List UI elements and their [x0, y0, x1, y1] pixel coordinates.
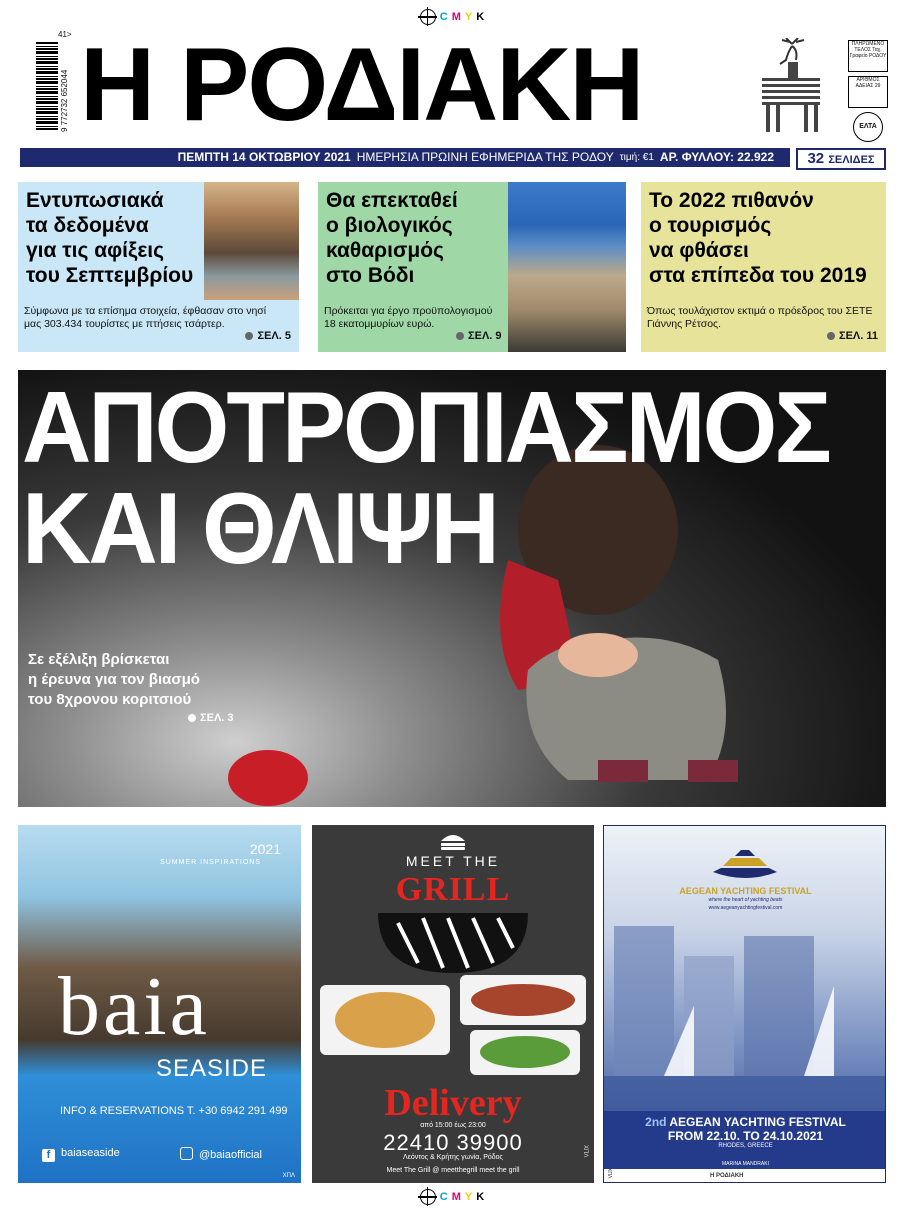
- page-count-badge: [796, 148, 886, 170]
- ad-hours: από 15:00 έως 23:00: [420, 1122, 486, 1129]
- title-line: στα επίπεδα του 2019: [649, 264, 867, 287]
- title-line: του Σεπτεμβρίου: [26, 264, 194, 287]
- ad-tag: ΧΠΛ: [582, 1145, 588, 1158]
- desc-line: Σύμφωνα με τα επίσημα στοιχεία, έφθασαν στο νησί: [24, 305, 267, 317]
- teaser-page-ref: [827, 330, 878, 342]
- festival-place: RHODES, GREECE: [718, 1143, 773, 1149]
- title-line: Το 2022 πιθανόν: [649, 189, 814, 212]
- bullet-icon: [827, 332, 835, 340]
- ship-logo-icon: [709, 846, 781, 884]
- barcode: [36, 42, 58, 130]
- title-line: καθαρισμός: [326, 239, 444, 262]
- headline-line: ΚΑΙ ΘΛΙΨΗ: [22, 472, 497, 585]
- sponsor-rodiaki: Η ΡΟΔΙΑΚΗ: [710, 1173, 744, 1179]
- festival-num: 2nd: [645, 1115, 667, 1129]
- desc-line: 18 εκατομμυρίων ευρώ.: [324, 318, 435, 330]
- festival-title: [604, 1115, 886, 1129]
- tagline: ΗΜΕΡΗΣΙΑ ΠΡΩΙΝΗ ΕΦΗΜΕΡΙΔΑ ΤΗΣ ΡΟΔΟΥ: [356, 150, 614, 164]
- title-line: να φθάσει: [649, 239, 749, 262]
- bullet-icon: [245, 332, 253, 340]
- reg-c: C: [439, 11, 448, 23]
- teaser-photo-coast: [508, 182, 626, 352]
- registration-mark-top: [0, 6, 904, 28]
- title-line: ο τουρισμός: [649, 214, 772, 237]
- ad-inspirations: SUMMER INSPIRATIONS: [160, 859, 261, 866]
- page-ref-text: ΣΕΛ. 3: [200, 712, 234, 724]
- reg-c: C: [439, 1191, 448, 1203]
- deer-logo-icon: [752, 38, 832, 134]
- ad-delivery: Delivery: [384, 1082, 522, 1124]
- page-ref-text: ΣΕΛ. 9: [468, 330, 502, 342]
- teaser-title: [326, 188, 458, 288]
- teaser-title: [649, 188, 867, 288]
- title-line: τα δεδομένα: [26, 214, 149, 237]
- food-photo: [320, 975, 586, 1075]
- title-line: Εντυπωσιακά: [26, 189, 164, 212]
- reg-m: M: [451, 1191, 461, 1203]
- headline-line: ΑΠΟΤΡΟΠΙΑΣΜΟΣ: [22, 371, 829, 485]
- issue-date: ΠΕΜΠΤΗ 14 ΟΚΤΩΒΡΙΟΥ 2021: [177, 150, 351, 164]
- desc-line: Όπως τουλάχιστον εκτιμά ο πρόεδρος του ΣΕΤΕ: [647, 305, 873, 317]
- instagram-icon: [180, 1147, 193, 1160]
- title-line: Θα επεκταθεί: [326, 189, 458, 212]
- main-story[interactable]: [18, 370, 886, 807]
- teaser-page-ref: [456, 330, 502, 342]
- page-ref-text: ΣΕΛ. 5: [257, 330, 291, 342]
- lead-line: Σε εξέλιξη βρίσκεται: [28, 651, 170, 668]
- desc-line: Πρόκειται για έργο προϋπολογισμού: [324, 305, 493, 317]
- lead-line: του 8χρονου κοριτσιού: [28, 691, 192, 708]
- teaser-desc: [647, 305, 872, 331]
- teaser-desc: [324, 305, 492, 331]
- price: τιμή: €1: [619, 152, 654, 163]
- main-page-ref: [188, 712, 234, 724]
- postal-box-1: ΠΛΗΡΩΜΕΝΟ ΤΕΛΟΣ Ταχ. Γραφείο ΡΟΔΟΥ: [848, 40, 888, 72]
- ad-social: Meet The Grill @ meetthegrill meet the grill: [386, 1167, 520, 1174]
- barcode-number: 9 772732 652044: [60, 69, 69, 132]
- teaser-tourism-2022[interactable]: [641, 182, 886, 352]
- main-lead: [28, 650, 268, 710]
- teaser-vodi[interactable]: [318, 182, 626, 352]
- bullet-icon: [188, 714, 196, 722]
- ad-brand-sub: SEASIDE: [155, 1055, 267, 1082]
- bullet-icon: [456, 332, 464, 340]
- teaser-title: [26, 188, 193, 288]
- ad-brand: baia: [58, 960, 210, 1053]
- issue-number: ΑΡ. ΦΥΛΛΟΥ: 22.922: [659, 150, 774, 164]
- facebook-icon: f: [42, 1149, 55, 1162]
- ad-address: Λεόντος & Κρήτης γωνία, Ρόδος: [403, 1154, 503, 1161]
- burger-icon: [438, 831, 468, 851]
- postal-box-2: ΑΡΙΘΜΟΣ ΑΔΕΙΑΣ 29: [848, 76, 888, 108]
- grill-grate-icon: [378, 913, 528, 973]
- ad-logo-title: AEGEAN YACHTING FESTIVAL: [679, 886, 812, 896]
- sponsor-strip: [604, 1169, 886, 1183]
- page-ref-text: ΣΕΛ. 11: [838, 330, 878, 342]
- crosshair-icon: [420, 9, 436, 25]
- facebook-handle: baiaseaside: [61, 1147, 120, 1159]
- ad-baia-seaside[interactable]: [18, 825, 301, 1183]
- watercolor-castle: [604, 916, 886, 1111]
- red-toy-icon: [218, 740, 318, 807]
- barcode-top: 41>: [58, 30, 72, 39]
- ad-logo-sub: where the heart of yachting beats: [708, 897, 783, 903]
- title-line: στο Βόδι: [326, 264, 415, 287]
- desc-line: μας 303.434 τουρίστες με πτήσεις τσάρτερ.: [24, 318, 225, 330]
- page-count-label: ΣΕΛΙΔΕΣ: [828, 154, 875, 166]
- title-line: ο βιολογικός: [326, 214, 453, 237]
- reg-k: K: [476, 11, 485, 23]
- lead-line: η έρευνα για τον βιασμό: [28, 671, 200, 688]
- reg-k: K: [476, 1191, 485, 1203]
- ad-aegean-yachting-festival[interactable]: [603, 825, 886, 1183]
- elta-logo: ΕΛΤΑ: [853, 112, 883, 142]
- page-count: 32: [807, 150, 825, 167]
- reg-y: Y: [464, 1191, 473, 1203]
- teaser-desc: [24, 305, 266, 331]
- instagram-handle: @baiaofficial: [199, 1149, 262, 1161]
- teaser-page-ref: [245, 330, 291, 342]
- festival-venue: MARINA MANDRAKI: [604, 1161, 886, 1169]
- ad-grill: GRILL: [395, 871, 511, 908]
- ad-year: 2021: [249, 841, 281, 857]
- ad-instagram[interactable]: [180, 1147, 262, 1161]
- festival-dates: FROM 22.10. TO 24.10.2021: [667, 1129, 824, 1143]
- teaser-photo-street: [204, 182, 299, 300]
- reg-m: M: [451, 11, 461, 23]
- reg-y: Y: [464, 11, 473, 23]
- postal-stamps: [845, 40, 890, 140]
- main-headline: [22, 371, 882, 585]
- desc-line: Γιάννης Ρέτσος.: [647, 318, 722, 330]
- registration-mark-bottom: [0, 1186, 904, 1208]
- ad-facebook[interactable]: [42, 1147, 120, 1162]
- festival-name: AEGEAN YACHTING FESTIVAL: [669, 1115, 846, 1129]
- ad-tag: ΧΠΛ: [606, 1168, 612, 1179]
- ad-tag: ΧΠΛ: [282, 1173, 295, 1179]
- festival-band: [604, 1111, 886, 1161]
- ad-meet-the-grill[interactable]: [312, 825, 594, 1183]
- ad-url[interactable]: www.aegeanyachtingfestival.com: [708, 905, 783, 911]
- title-line: για τις αφίξεις: [26, 239, 165, 262]
- date-band: [20, 148, 790, 167]
- ad-meet: MEET THE: [405, 853, 501, 869]
- crosshair-icon: [420, 1189, 436, 1205]
- ad-phone[interactable]: 22410 39900: [383, 1130, 523, 1155]
- teaser-arrivals[interactable]: [18, 182, 299, 352]
- masthead-title: Η ΡΟΔΙΑΚΗ: [80, 27, 643, 143]
- ad-info: INFO & RESERVATIONS T. +30 6942 291 499: [60, 1105, 288, 1117]
